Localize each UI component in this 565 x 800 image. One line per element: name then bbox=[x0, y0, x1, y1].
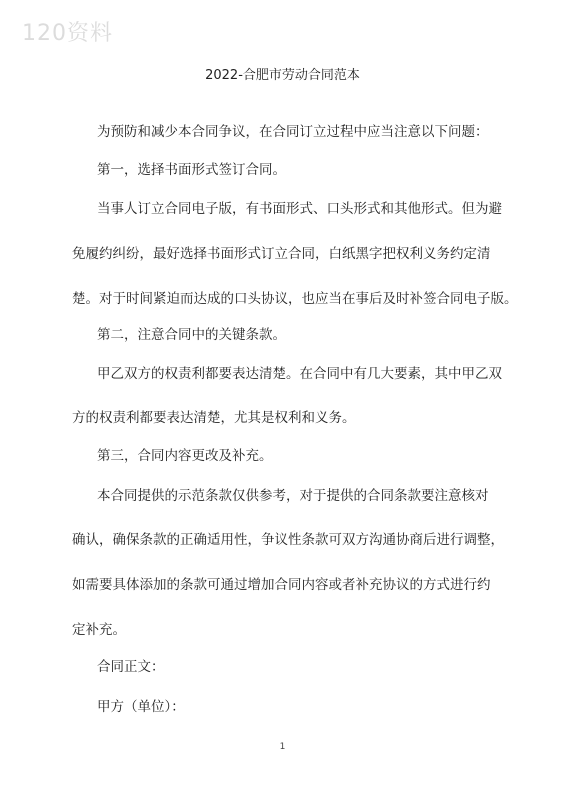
paragraph-line: 如需要具体添加的条款可通过增加合同内容或者补充协议的方式进行约 bbox=[72, 577, 491, 593]
paragraph-line: 第二，注意合同中的关键条款。 bbox=[97, 327, 286, 343]
paragraph-line: 甲乙双方的权责利都要表达清楚。在合同中有几大要素，其中甲乙双 bbox=[97, 366, 502, 382]
paragraph-line: 甲方（单位）： bbox=[97, 699, 185, 715]
paragraph-line: 第三，合同内容更改及补充。 bbox=[97, 448, 273, 464]
page-number: 1 bbox=[279, 742, 286, 752]
paragraph-line: 当事人订立合同电子版，有书面形式、口头形式和其他形式。但为避 bbox=[97, 201, 502, 217]
document-title: 2022-合肥市劳动合同范本 bbox=[205, 68, 360, 83]
paragraph-line: 方的权责利都要表达清楚，尤其是权利和义务。 bbox=[72, 410, 356, 426]
paragraph-line: 为预防和减少本合同争议，在合同订立过程中应当注意以下问题： bbox=[97, 124, 489, 140]
paragraph-line: 定补充。 bbox=[72, 622, 126, 638]
paragraph-line: 确认，确保条款的正确适用性，争议性条款可双方沟通协商后进行调整， bbox=[72, 532, 504, 548]
paragraph-line: 第一，选择书面形式签订合同。 bbox=[97, 162, 286, 178]
paragraph-line: 本合同提供的示范条款仅供参考，对于提供的合同条款要注意核对 bbox=[97, 488, 489, 504]
paragraph-line: 楚。对于时间紧迫而达成的口头协议，也应当在事后及时补签合同电子版。 bbox=[72, 291, 518, 307]
paragraph-line: 合同正文： bbox=[97, 659, 165, 675]
watermark: 120资料 bbox=[22, 21, 113, 46]
paragraph-line: 免履约纠纷，最好选择书面形式订立合同，白纸黑字把权利义务约定清 bbox=[72, 246, 491, 262]
